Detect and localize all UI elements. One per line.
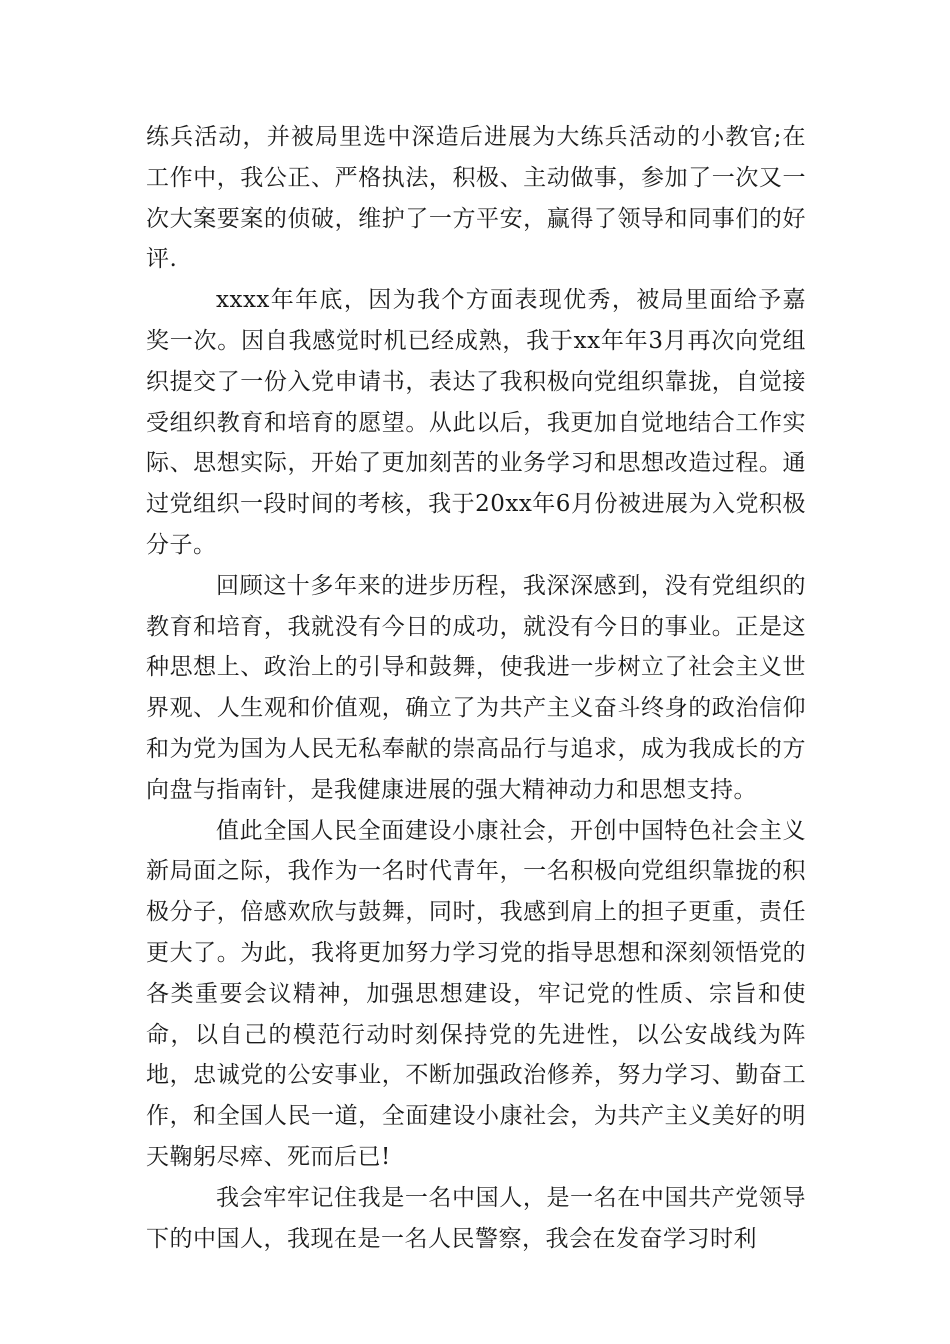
paragraph: xxxx年年底，因为我个方面表现优秀，被局里面给予嘉奖一次。因自我感觉时机已经成熟，我于xx年年3月再次向党组织提交了一份入党申请书，表达了我积极向党组织靠拢，自觉接受组织教育和培育的愿望。从此以后，我更加自觉地结合工作实际、思想实际，开始了更加刻苦的业务学习和思想改造过程。通过党组织一段时间的考核，我于20xx年6月份被进展为入党积极分子。 xyxy=(146,287,806,558)
paragraph: 我会牢牢记住我是一名中国人，是一名在中国共产党领导下的中国人，我现在是一名人民警察，我会在发奋学习时利 xyxy=(146,1184,806,1252)
document-body xyxy=(146,117,806,1259)
paragraph: 值此全国人民全面建设小康社会，开创中国特色社会主义新局面之际，我作为一名时代青年，一名积极向党组织靠拢的积极分子，倍感欢欣与鼓舞，同时，我感到肩上的担子更重，责任更大了。为此，我将更加努力学习党的指导思想和深刻领悟党的各类重要会议精神，加强思想建设，牢记党的性质、宗旨和使命，以自己的模范行动时刻保持党的先进性，以公安战线为阵地，忠诚党的公安事业，不断加强政治修养，努力学习、勤奋工作，和全国人民一道，全面建设小康社会，为共产主义美好的明天鞠躬尽瘁、死而后已! xyxy=(146,817,806,1170)
paragraph: 回顾这十多年来的进步历程，我深深感到，没有党组织的教育和培育，我就没有今日的成功，就没有今日的事业。正是这种思想上、政治上的引导和鼓舞，使我进一步树立了社会主义世界观、人生观和价值观，确立了为共产主义奋斗终身的政治信仰和为党为国为人民无私奉献的崇高品行与追求，成为我成长的方向盘与指南针，是我健康进展的强大精神动力和思想支持。 xyxy=(146,572,806,803)
paragraph: 练兵活动，并被局里选中深造后进展为大练兵活动的小教官;在工作中，我公正、严格执法，积极、主动做事，参加了一次又一次大案要案的侦破，维护了一方平安，赢得了领导和同事们的好评. xyxy=(146,124,806,273)
